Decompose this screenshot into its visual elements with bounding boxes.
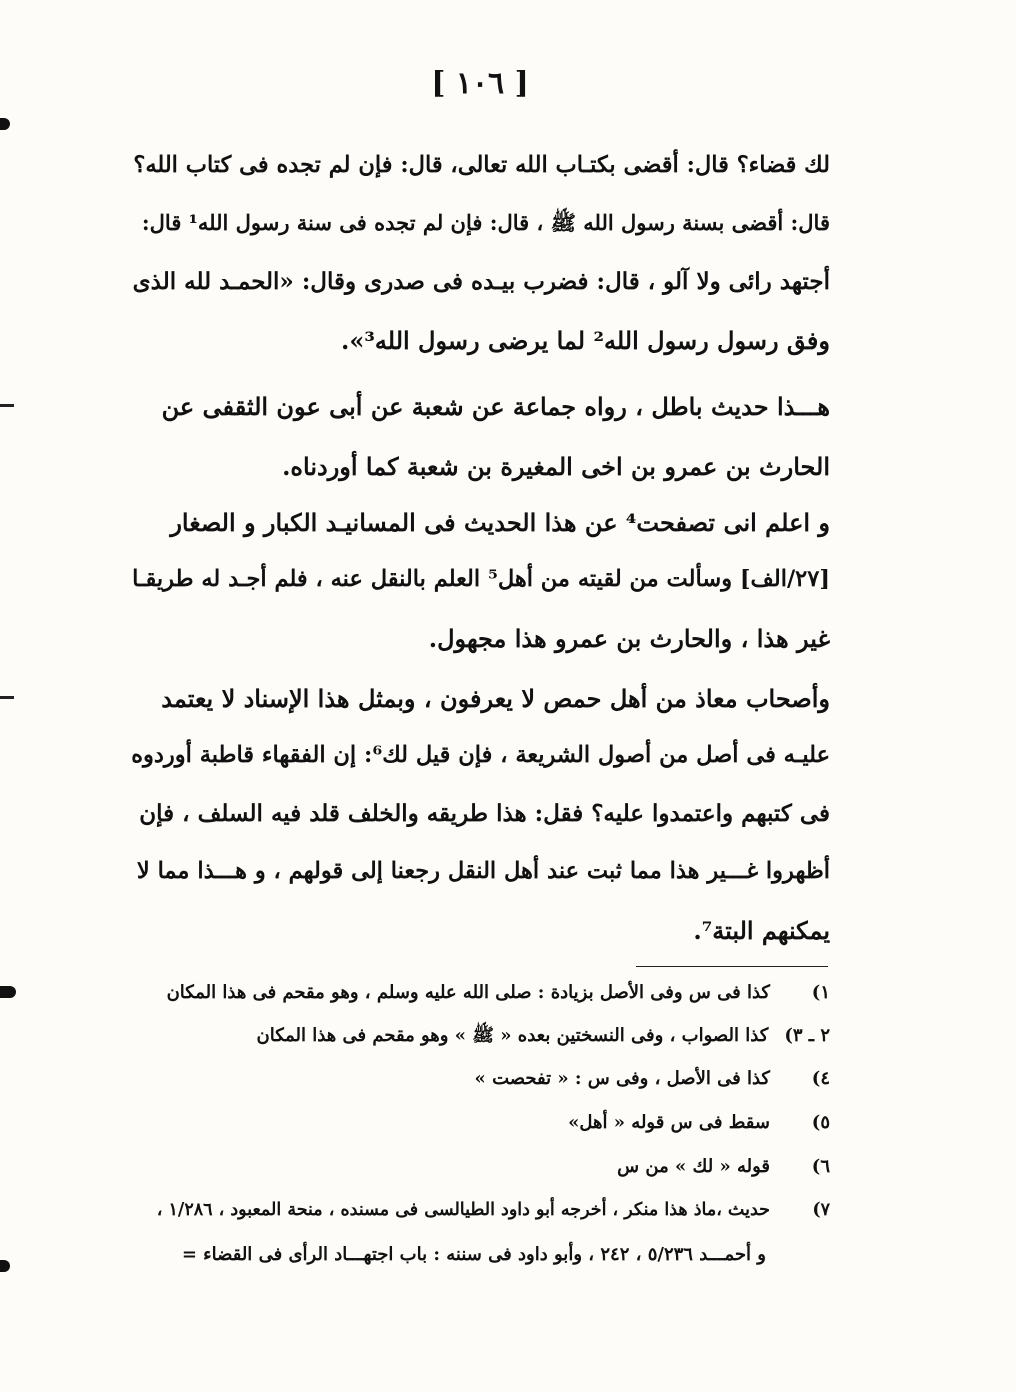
footnote [256, 1024, 830, 1050]
body-line: لك قضاء؟ قال: أقضى بكتـاب الله تعالى، قال: فإن لم تجده فى كتاب الله؟ [133, 152, 830, 178]
page-number: [ ١٠٦ ] [431, 66, 529, 101]
margin-mark [0, 118, 10, 130]
body-line: أظهروا غـــير هذا مما ثبت عند أهل النقل رجعنا إلى قولهم ، و هـــذا مما لا [136, 858, 830, 884]
body-line: يمكنهم البتة⁷. [693, 916, 830, 945]
footnote-number: ٦) [811, 1156, 830, 1177]
body-line: و اعلم انى تصفحت⁴ عن هذا الحديث فى المسانيـد الكبار و الصغار [170, 508, 830, 537]
footnote-number: ٧) [812, 1200, 830, 1220]
margin-mark [0, 404, 14, 407]
body-line: هـــذا حديث باطل ، رواه جماعة عن شعبة عن أبى عون الثقفى عن [161, 392, 830, 421]
footnote [167, 982, 830, 1003]
margin-mark [0, 696, 14, 699]
margin-mark [0, 986, 16, 998]
body-line: وأصحاب معاذ من أهل حمص لا يعرفون ، وبمثل هذا الإسناد لا يعتمد [161, 684, 830, 713]
footnote-text: كذا فى س وفى الأصل بزيادة : صلى الله عليه وسلم ، وهو مقحم فى هذا المكان [166, 982, 770, 1003]
body-line: عليـه فى أصل من أصول الشريعة ، فإن قيل لك⁶: إن الفقهاء قاطبة أوردوه [131, 742, 830, 768]
footnote [475, 1068, 830, 1089]
footnote-number: ٥) [811, 1112, 830, 1133]
body-line: [٢٧/الف] وسألت من لقيته من أهل⁵ العلم بالنقل عنه ، فلم أجـد له طريقـا [132, 566, 830, 592]
body-line: فى كتبهم واعتمدوا عليه؟ فقل: هذا طريقه والخلف قلد فيه السلف ، فإن [139, 800, 830, 827]
footnote [617, 1156, 830, 1177]
body-line: الحارث بن عمرو بن اخى المغيرة بن شعبة كما أوردناه. [282, 452, 830, 481]
footnote-text: حديث ،ماذ هذا منكر ، أخرجه أبو داود الطيالسى فى مسنده ، منحة المعبود ، ١/٢٨٦ ، [156, 1200, 770, 1220]
margin-mark [0, 1260, 10, 1272]
footnote-text: قوله « لك » من س [617, 1156, 770, 1177]
footnote-text: كذا الصواب ، وفى النسختين بعده « ﷺ » وهو مقحم فى هذا المكان [256, 1025, 769, 1046]
footnote-number: ٤) [811, 1068, 830, 1089]
body-line: أجتهد رائى ولا آلو ، قال: فضرب بيـده فى صدرى وقال: «الحمـد لله الذى [132, 268, 830, 295]
footnote-text: كذا فى الأصل ، وفى س : « تفحصت » [474, 1068, 770, 1089]
footnote-continuation: و أحمـــد ٥/٢٣٦ ، ٢٤٢ ، وأبو داود فى سننه : باب اجتهـــاد الرأى فى القضاء = [181, 1244, 766, 1265]
footnote-divider [636, 966, 828, 967]
footnote [157, 1200, 830, 1220]
footnote-text: سقط فى س قوله « أهل» [568, 1112, 770, 1133]
footnote [568, 1112, 830, 1133]
body-line: وفق رسول رسول الله² لما يرضى رسول الله³». [341, 326, 830, 355]
footnote-number: ٢ ـ ٣) [784, 1025, 830, 1046]
body-line: غير هذا ، والحارث بن عمرو هذا مجهول. [428, 624, 830, 653]
footnote-number: ١) [811, 982, 830, 1003]
body-line: قال: أقضى بسنة رسول الله ﷺ ، قال: فإن لم تجده فى سنة رسول الله¹ قال: [141, 210, 830, 235]
